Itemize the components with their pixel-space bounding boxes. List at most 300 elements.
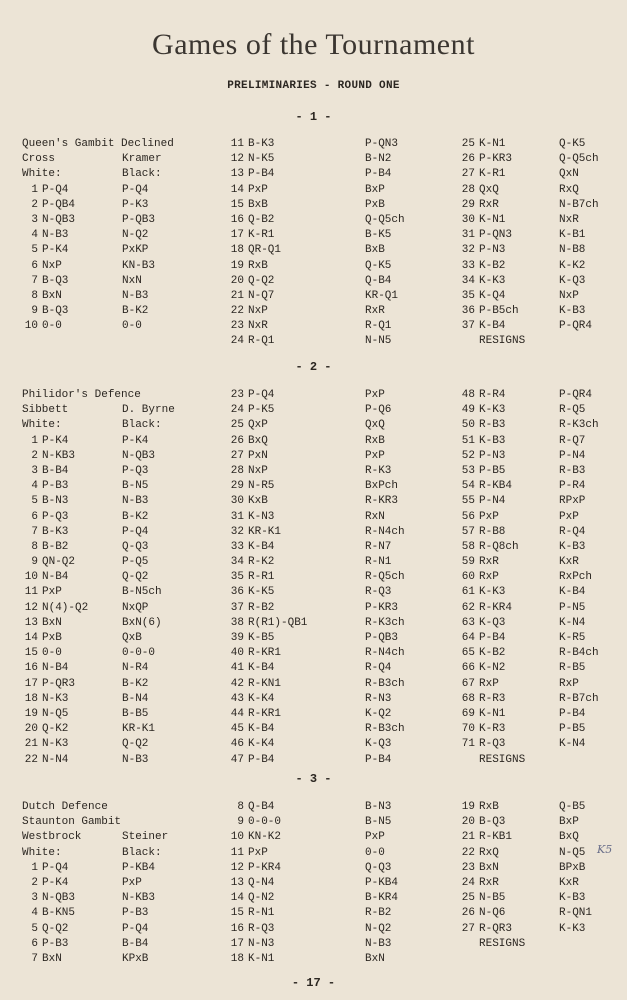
move-number: 39 [230,632,244,644]
move-number: 26 [230,434,244,447]
white-move: RxR [479,198,499,211]
move-row [455,753,599,768]
white-move: P-B5 [479,464,506,477]
move-number: 70 [461,723,475,736]
move-number: 44 [230,707,244,720]
move-row [22,434,175,449]
black-move: Q-Q3 [122,540,149,553]
move-number: 48 [461,389,475,401]
move-number: 4 [31,907,38,920]
white-move: PxP [248,183,268,196]
move-row [455,274,599,289]
move-number: 64 [461,632,475,644]
white-move: N-K3 [42,692,69,705]
move-row [455,692,599,707]
move-number: 12 [230,153,244,166]
move-number: 19 [24,707,38,720]
white-move: K-K4 [248,738,275,751]
black-move: B-K2 [122,510,149,523]
white-move: B-Q3 [42,274,69,287]
move-number: 29 [230,480,244,493]
move-number: 26 [461,907,475,920]
game-header-row [22,167,174,182]
move-number: 23 [461,861,475,874]
move-row [22,304,174,319]
move-number: 36 [230,586,244,599]
move-number: 66 [461,662,475,675]
white-move: P-N4 [479,495,506,508]
move-row [22,891,168,906]
move-number: 4 [31,480,38,493]
white-move: QxQ [479,183,499,196]
move-row [224,737,405,752]
move-row [22,707,175,722]
black-move: R-B4ch [559,647,599,660]
move-row [224,228,405,243]
move-row [455,555,599,570]
move-number: 42 [230,677,244,690]
white-move: N-KB3 [42,449,76,462]
move-row [224,661,405,676]
white-move: PxB [42,632,62,644]
white-move: R-R3 [479,692,506,705]
move-row [224,479,405,494]
move-row [22,555,175,570]
white-move: 0-0-0 [248,816,282,829]
move-row [455,479,599,494]
move-row [224,677,405,692]
move-row [22,646,175,661]
black-move: R-Q3 [365,586,392,599]
white-move: R-B2 [248,601,275,614]
white-move: Q-B2 [248,213,275,226]
move-number: 17 [230,229,244,242]
move-row [455,259,599,274]
white-move: N-B3 [42,229,69,242]
move-number: 30 [230,495,244,508]
white-move: K-K3 [479,274,506,287]
black-move: B-B4 [122,937,149,950]
move-number: 30 [461,213,475,226]
white-move: P-K4 [42,876,69,889]
move-number: 1 [31,183,38,196]
white-move: P-B4 [248,168,275,181]
black-move: KR-K1 [122,723,156,736]
move-number: 29 [461,198,475,211]
white-move: RxR [479,556,499,569]
move-row [22,449,175,464]
move-row [455,861,592,876]
white-move: P-B3 [42,480,69,493]
left-column [22,388,175,768]
black-move: R-Q4 [559,525,586,538]
move-row [455,388,599,403]
white-move: RxB [479,801,499,813]
move-number: 15 [230,907,244,920]
black-move: NxN [122,274,142,287]
white-move: K-N1 [248,952,275,965]
move-row [455,722,599,737]
move-number: 69 [461,707,475,720]
white-move: Q-Q2 [42,922,69,935]
black-move: K-B3 [559,540,586,553]
white-move: P-QN3 [479,229,513,242]
move-number: 46 [230,738,244,751]
black-move: R-Q7 [559,434,586,447]
black-move: NxQP [122,601,149,614]
black-move: P-QR4 [559,320,593,333]
white-move: R-R4 [479,389,506,401]
black-move: KxR [559,876,579,889]
move-number: 33 [461,259,475,272]
white-move: K-K3 [479,404,506,417]
move-number: 58 [461,540,475,553]
move-number: 5 [31,244,38,257]
black-move: R-Q5ch [365,571,405,584]
move-number: 13 [230,876,244,889]
move-number: 6 [31,937,38,950]
move-number: 9 [31,556,38,569]
black-move: RxPch [559,571,593,584]
white-move: K-B4 [248,662,275,675]
black-move: BxP [559,816,579,829]
move-row [455,319,599,334]
move-row [22,876,168,891]
move-row [455,737,599,752]
move-row [224,601,405,616]
move-number: 63 [461,616,475,629]
move-row [455,891,592,906]
move-number: 19 [461,801,475,813]
white-move: RxP [479,677,499,690]
move-number: 27 [230,449,244,462]
move-number: 36 [461,305,475,318]
opening-name: Staunton Gambit [22,816,122,829]
right-column [455,137,599,350]
move-number: 25 [230,419,244,432]
move-row [455,631,599,646]
black-move: N-Q2 [122,229,149,242]
white-move: N-R5 [248,480,275,493]
black-move: Q-Q2 [122,571,149,584]
white-move: K-K5 [248,586,275,599]
move-row [22,183,174,198]
white-move: N-Q5 [42,707,69,720]
black-move: PxP [365,449,385,462]
black-move: KxR [559,556,579,569]
white-move: K-B2 [479,259,506,272]
move-row [455,525,599,540]
white-move: N-K5 [248,153,275,166]
black-move: B-K2 [122,305,149,318]
player-white: Cross [22,153,56,166]
white-move: P-N3 [479,449,506,462]
white-move: KN-K2 [248,831,282,844]
black-move: RPxP [559,495,586,508]
move-row [455,922,592,937]
move-row [22,525,175,540]
move-number: 19 [230,259,244,272]
move-number: 2 [31,198,38,211]
move-row [455,494,599,509]
white-move: R-N1 [248,907,275,920]
white-move: PxP [479,510,499,523]
black-move: R-K3ch [559,419,599,432]
white-move: K-R1 [248,229,275,242]
player-black: Black: [122,419,162,432]
move-row [455,707,599,722]
move-row [455,540,599,555]
move-row [22,585,175,600]
left-column [22,137,174,334]
white-move: P-QR3 [42,677,76,690]
black-move: Q-K5 [559,138,586,150]
page-subtitle: PRELIMINARIES - ROUND ONE [227,80,400,92]
black-move: P-R4 [559,480,586,493]
black-move: PxP [365,389,385,401]
black-move: R-N4ch [365,525,405,538]
move-row [455,198,599,213]
white-move: K-N2 [479,662,506,675]
black-move: K-Q3 [559,274,586,287]
black-move: R-K3ch [365,616,405,629]
black-move: K-R5 [559,632,586,644]
move-number: 7 [31,952,38,965]
white-move: BxB [248,198,268,211]
white-move: NxP [42,259,62,272]
opening-name: Dutch Defence [22,801,108,813]
move-row [455,137,599,152]
player-black: D. Byrne [122,404,175,417]
move-row [455,464,599,479]
move-row [455,601,599,616]
move-number: 26 [461,153,475,166]
move-number: 60 [461,571,475,584]
black-move: P-QN3 [365,138,399,150]
move-number: 10 [230,831,244,844]
white-move: P-QB4 [42,198,76,211]
move-row [22,922,168,937]
move-number: 27 [461,168,475,181]
white-move: P-K4 [42,244,69,257]
black-move: N-KB3 [122,892,156,905]
black-move: RxN [365,510,385,523]
player-white: White: [22,419,62,432]
white-move: N-K3 [42,738,69,751]
black-move: P-Q4 [122,525,149,538]
white-move: P-N3 [479,244,506,257]
white-move: B-K3 [248,138,275,150]
move-row [224,259,405,274]
black-move: N-B3 [122,753,149,766]
move-row [224,213,405,228]
black-move: B-B5 [122,707,149,720]
black-move: P-B4 [365,753,392,766]
move-row [22,243,174,258]
move-row [22,274,174,289]
black-move: N-B8 [559,244,586,257]
move-number: 4 [31,229,38,242]
move-row [224,464,405,479]
move-number: 43 [230,692,244,705]
move-number: 33 [230,540,244,553]
black-move: K-K2 [559,259,586,272]
black-move: P-QB3 [122,213,156,226]
move-row [455,646,599,661]
black-move: R-B5 [559,662,586,675]
move-row [455,937,592,952]
move-row [224,198,405,213]
move-number: 61 [461,586,475,599]
move-row [455,876,592,891]
black-move: KPxB [122,952,149,965]
black-move: R-N4ch [365,647,405,660]
move-number: 41 [230,662,244,675]
move-row [22,198,174,213]
move-number: 35 [461,289,475,302]
move-row [22,289,174,304]
black-move: P-K4 [122,434,149,447]
move-number: 40 [230,647,244,660]
move-number: 10 [24,571,38,584]
move-number: 8 [31,289,38,302]
move-row [455,167,599,182]
black-move: R-N1 [365,556,392,569]
black-move: BxB [365,244,385,257]
black-move: R-B3 [559,464,586,477]
move-number: 32 [461,244,475,257]
move-number: 12 [24,601,38,614]
black-move: B-KR4 [365,892,399,905]
white-move: RESIGNS [479,937,526,950]
move-number: 3 [31,892,38,905]
white-move: NxP [248,464,268,477]
move-row [455,449,599,464]
move-row [224,555,405,570]
move-number: 20 [230,274,244,287]
white-move: R-R1 [248,571,275,584]
black-move: Q-B4 [365,274,392,287]
move-row [22,937,168,952]
move-row [22,319,174,334]
white-move: P-B3 [42,937,69,950]
move-row [224,304,405,319]
move-row [22,601,175,616]
move-number: 24 [230,404,244,417]
move-number: 10 [24,320,38,333]
black-move: BxP [365,183,385,196]
move-row [224,692,405,707]
white-move: QN-Q2 [42,556,76,569]
move-row [455,304,599,319]
move-number: 6 [31,510,38,523]
white-move: KR-K1 [248,525,282,538]
white-move: R-B3 [479,419,506,432]
move-row [224,815,398,830]
black-move: P-Q4 [122,922,149,935]
white-move: B-Q3 [479,816,506,829]
white-move: KxB [248,495,268,508]
right-column [455,800,592,952]
black-move: R-N3 [365,692,392,705]
move-row [22,213,174,228]
move-row [455,906,592,921]
move-number: 21 [230,289,244,302]
black-move: Q-Q2 [122,738,149,751]
move-row [224,510,405,525]
white-move: 0-0 [42,320,62,333]
move-number: 32 [230,525,244,538]
white-move: P-KR4 [248,861,282,874]
move-row [22,661,175,676]
white-move: N-N4 [42,753,69,766]
move-number: 21 [24,738,38,751]
white-move: B-Q3 [42,305,69,318]
move-row [224,631,405,646]
white-move: N-B4 [42,662,69,675]
white-move: P-Q3 [42,510,69,523]
white-move: RESIGNS [479,753,526,766]
game-header-row [22,152,174,167]
white-move: BxQ [248,434,268,447]
black-move: PxP [365,831,385,844]
move-number: 12 [230,861,244,874]
move-row [455,830,592,845]
move-row [455,183,599,198]
move-number: 11 [230,846,244,859]
game-header-row [22,403,175,418]
move-number: 59 [461,556,475,569]
white-move: BxN [479,861,499,874]
move-number: 22 [230,305,244,318]
move-number: 9 [31,305,38,318]
move-number: 13 [230,168,244,181]
move-number: 14 [24,632,38,644]
move-number: 45 [230,723,244,736]
player-black: Kramer [122,153,162,166]
white-move: N(4)-Q2 [42,601,89,614]
white-move: PxN [248,449,268,462]
black-move: P-B3 [122,907,149,920]
game-marker: - 2 - [295,360,332,374]
white-move: P-B4 [479,632,506,644]
black-move: QxB [122,632,142,644]
white-move: K-N1 [479,707,506,720]
white-move: K-R3 [479,723,506,736]
move-number: 27 [461,922,475,935]
black-move: R-Q4 [365,662,392,675]
right-column [455,388,599,768]
move-row [455,846,592,861]
move-row [224,830,398,845]
move-row [22,677,175,692]
move-number: 57 [461,525,475,538]
game-header-row [22,800,168,815]
move-row [455,510,599,525]
middle-column [224,137,405,350]
page-number: - 17 - [291,976,336,990]
move-number: 13 [24,616,38,629]
white-move: K-N3 [248,510,275,523]
move-row [22,540,175,555]
move-number: 37 [230,601,244,614]
move-row [224,861,398,876]
white-move: P-KR3 [479,153,513,166]
move-row [224,937,398,952]
move-number: 52 [461,449,475,462]
move-row [224,753,405,768]
black-move: BxN(6) [122,616,162,629]
